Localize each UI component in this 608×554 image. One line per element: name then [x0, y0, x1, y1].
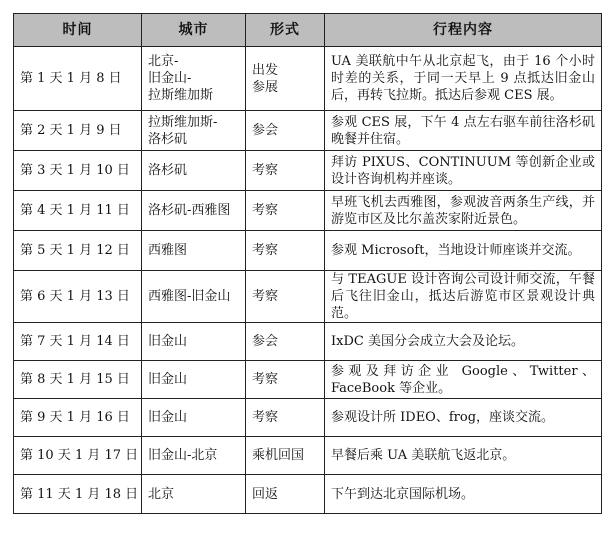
- day-cell: 第 11 天 1 月 18 日: [14, 475, 142, 514]
- mode-cell: 考察: [246, 399, 325, 437]
- day-cell: 第 1 天 1 月 8 日: [14, 47, 142, 111]
- header-content: 行程内容: [325, 14, 602, 47]
- day-cell: 第 2 天 1 月 9 日: [14, 111, 142, 151]
- table-row: [14, 475, 602, 514]
- table-row: [14, 231, 602, 271]
- table-row: [14, 111, 602, 151]
- mode-cell: 考察: [246, 231, 325, 271]
- day-cell: 第 8 天 1 月 15 日: [14, 361, 142, 399]
- table-row: [14, 361, 602, 399]
- content-cell: 与 TEAGUE 设计咨询公司设计师交流，午餐后飞往旧金山，抵达后游览市区景观设计典范。: [325, 271, 602, 323]
- city-cell: 洛杉矶-西雅图: [142, 191, 246, 231]
- table-row: [14, 191, 602, 231]
- table-row: [14, 437, 602, 475]
- city-cell: 旧金山: [142, 361, 246, 399]
- day-cell: 第 7 天 1 月 14 日: [14, 323, 142, 361]
- day-cell: 第 5 天 1 月 12 日: [14, 231, 142, 271]
- content-cell: 拜访 PIXUS、CONTINUUM 等创新企业或设计咨询机构并座谈。: [325, 151, 602, 191]
- mode-cell: 参会: [246, 111, 325, 151]
- mode-cell: 回返: [246, 475, 325, 514]
- content-cell: 参观 Microsoft，当地设计师座谈并交流。: [325, 231, 602, 271]
- content-cell: 参观设计所 IDEO、frog，座谈交流。: [325, 399, 602, 437]
- mode-cell: 乘机回国: [246, 437, 325, 475]
- city-cell: 拉斯维加斯- 洛杉矶: [142, 111, 246, 151]
- city-cell: 旧金山-北京: [142, 437, 246, 475]
- mode-cell: 考察: [246, 361, 325, 399]
- content-cell: IxDC 美国分会成立大会及论坛。: [325, 323, 602, 361]
- mode-cell: 参会: [246, 323, 325, 361]
- content-cell: 早班飞机去西雅图，参观波音两条生产线，并游览市区及比尔盖茨家附近景色。: [325, 191, 602, 231]
- day-cell: 第 3 天 1 月 10 日: [14, 151, 142, 191]
- mode-cell: 考察: [246, 191, 325, 231]
- city-cell: 旧金山: [142, 399, 246, 437]
- content-cell: 早餐后乘 UA 美联航飞返北京。: [325, 437, 602, 475]
- header-time: 时间: [14, 14, 142, 47]
- content-cell: 下午到达北京国际机场。: [325, 475, 602, 514]
- header-row: [14, 14, 602, 47]
- header-city: 城市: [142, 14, 246, 47]
- city-cell: 洛杉矶: [142, 151, 246, 191]
- header-mode: 形式: [246, 14, 325, 47]
- table-row: [14, 399, 602, 437]
- content-cell: UA 美联航中午从北京起飞，由于 16 个小时时差的关系，于同一天早上 9 点抵达旧金山后，再转飞拉斯。抵达后参观 CES 展。: [325, 47, 602, 111]
- mode-cell: 考察: [246, 151, 325, 191]
- itinerary-body: [14, 47, 602, 514]
- city-cell: 西雅图: [142, 231, 246, 271]
- table-row: [14, 151, 602, 191]
- content-cell: 参观 CES 展，下午 4 点左右驱车前往洛杉矶晚餐并住宿。: [325, 111, 602, 151]
- content-cell: 参观及拜访企业 Google、Twitter、FaceBook 等企业。: [325, 361, 602, 399]
- table-row: [14, 271, 602, 323]
- day-cell: 第 4 天 1 月 11 日: [14, 191, 142, 231]
- city-cell: 西雅图-旧金山: [142, 271, 246, 323]
- day-cell: 第 9 天 1 月 16 日: [14, 399, 142, 437]
- city-cell: 北京: [142, 475, 246, 514]
- day-cell: 第 10 天 1 月 17 日: [14, 437, 142, 475]
- mode-cell: 出发 参展: [246, 47, 325, 111]
- table-row: [14, 47, 602, 111]
- table-row: [14, 323, 602, 361]
- city-cell: 北京- 旧金山- 拉斯维加斯: [142, 47, 246, 111]
- city-cell: 旧金山: [142, 323, 246, 361]
- day-cell: 第 6 天 1 月 13 日: [14, 271, 142, 323]
- itinerary-table: [13, 13, 602, 514]
- mode-cell: 考察: [246, 271, 325, 323]
